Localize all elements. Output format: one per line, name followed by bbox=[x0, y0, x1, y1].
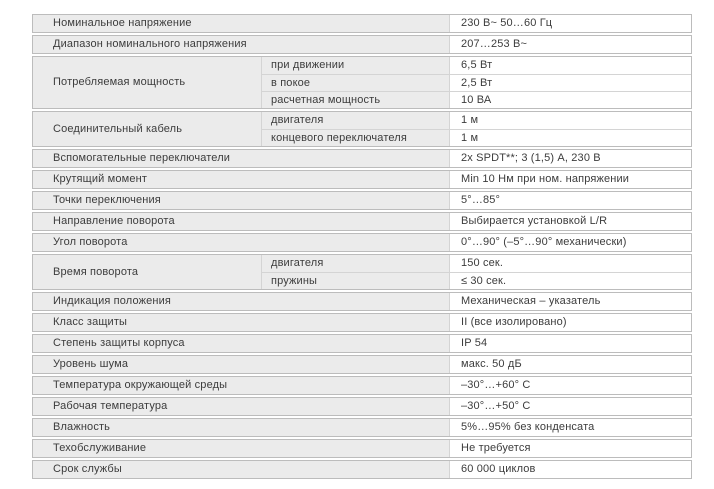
row-value: IP 54 bbox=[450, 335, 691, 352]
subrow-label: пружины bbox=[262, 273, 450, 289]
row-label: Уровень шума bbox=[33, 356, 450, 373]
subrow-label: концевого переключателя bbox=[262, 130, 450, 146]
row-value: 150 сек. bbox=[450, 255, 691, 272]
row-value: 6,5 Вт bbox=[450, 57, 691, 74]
row-value: 5%…95% без конденсата bbox=[450, 419, 691, 436]
row-label: Потребляемая мощность bbox=[33, 57, 262, 108]
table-row bbox=[32, 355, 692, 374]
row-label: Диапазон номинального напряжения bbox=[33, 36, 450, 53]
table-subrow bbox=[262, 129, 691, 146]
row-label: Степень защиты корпуса bbox=[33, 335, 450, 352]
row-label: Точки переключения bbox=[33, 192, 450, 209]
subrow-label: при движении bbox=[262, 57, 450, 74]
row-value: ≤ 30 сек. bbox=[450, 273, 691, 289]
row-label: Температура окружающей среды bbox=[33, 377, 450, 394]
subrow-label: двигателя bbox=[262, 255, 450, 272]
subrow-label: в покое bbox=[262, 75, 450, 91]
table-row bbox=[32, 170, 692, 189]
table-row bbox=[32, 111, 692, 147]
subrow-label: двигателя bbox=[262, 112, 450, 129]
row-value: Механическая – указатель bbox=[450, 293, 691, 310]
row-label: Время поворота bbox=[33, 255, 262, 289]
subrow-list bbox=[262, 112, 691, 146]
spec-table bbox=[32, 14, 692, 481]
table-row bbox=[32, 14, 692, 33]
table-subrow bbox=[262, 272, 691, 289]
row-label: Соединительный кабель bbox=[33, 112, 262, 146]
row-label: Индикация положения bbox=[33, 293, 450, 310]
row-value: 2x SPDT**; 3 (1,5) А, 230 В bbox=[450, 150, 691, 167]
table-row bbox=[32, 418, 692, 437]
row-value: 0°…90° (–5°…90° механически) bbox=[450, 234, 691, 251]
row-value: Не требуется bbox=[450, 440, 691, 457]
table-subrow bbox=[262, 112, 691, 129]
table-row bbox=[32, 35, 692, 54]
table-row bbox=[32, 397, 692, 416]
row-value: 5°…85° bbox=[450, 192, 691, 209]
subrow-list bbox=[262, 255, 691, 289]
row-value: –30°…+60° C bbox=[450, 377, 691, 394]
row-value: 1 м bbox=[450, 130, 691, 146]
row-value: макс. 50 дБ bbox=[450, 356, 691, 373]
table-row bbox=[32, 149, 692, 168]
row-value: 60 000 циклов bbox=[450, 461, 691, 478]
row-value: Min 10 Нм при ном. напряжении bbox=[450, 171, 691, 188]
row-label: Вспомогательные переключатели bbox=[33, 150, 450, 167]
table-subrow bbox=[262, 255, 691, 272]
table-row bbox=[32, 233, 692, 252]
row-label: Техобслуживание bbox=[33, 440, 450, 457]
subrow-list bbox=[262, 57, 691, 108]
row-label: Срок службы bbox=[33, 461, 450, 478]
table-row bbox=[32, 212, 692, 231]
table-row bbox=[32, 376, 692, 395]
row-value: 1 м bbox=[450, 112, 691, 129]
table-row bbox=[32, 313, 692, 332]
row-value: 230 В~ 50…60 Гц bbox=[450, 15, 691, 32]
row-label: Рабочая температура bbox=[33, 398, 450, 415]
table-row bbox=[32, 56, 692, 109]
table-subrow bbox=[262, 91, 691, 108]
table-row bbox=[32, 292, 692, 311]
table-row bbox=[32, 460, 692, 479]
row-value: II (все изолировано) bbox=[450, 314, 691, 331]
table-row bbox=[32, 334, 692, 353]
row-value: 207…253 В~ bbox=[450, 36, 691, 53]
row-value: 2,5 Вт bbox=[450, 75, 691, 91]
table-row bbox=[32, 439, 692, 458]
row-label: Направление поворота bbox=[33, 213, 450, 230]
table-subrow bbox=[262, 74, 691, 91]
row-label: Влажность bbox=[33, 419, 450, 436]
row-label: Класс защиты bbox=[33, 314, 450, 331]
row-value: –30°…+50° C bbox=[450, 398, 691, 415]
row-value: Выбирается установкой L/R bbox=[450, 213, 691, 230]
table-subrow bbox=[262, 57, 691, 74]
subrow-label: расчетная мощность bbox=[262, 92, 450, 108]
row-label: Крутящий момент bbox=[33, 171, 450, 188]
row-label: Угол поворота bbox=[33, 234, 450, 251]
row-label: Номинальное напряжение bbox=[33, 15, 450, 32]
table-row bbox=[32, 191, 692, 210]
table-row bbox=[32, 254, 692, 290]
row-value: 10 ВА bbox=[450, 92, 691, 108]
